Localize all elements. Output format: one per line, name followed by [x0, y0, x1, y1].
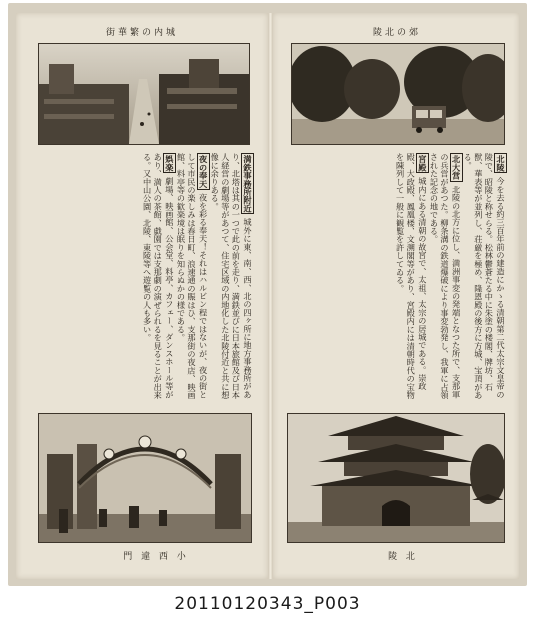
city-street-photo: [38, 43, 250, 145]
section-body: 城内にある清朝の故宮で、太祖、太宗の居城である。崇政殿、大政殿、鳳凰楼、文溯閣等があり、宮殿内には清朝時代の宝物を陳列して一般に観覧を許してゐる。: [395, 153, 428, 399]
gate-arch-photo: [38, 413, 252, 543]
right-page-text: [285, 153, 507, 403]
archive-id-label: 20110120343_P003: [174, 594, 361, 614]
section-heading: 夜の奉天: [198, 155, 209, 188]
section-heading: 宮殿: [417, 155, 428, 172]
section-heading: 満鉄事務所附近: [243, 155, 253, 213]
section-body: 夜を彩る奉天！それはハルビン程ではないが、夜の街として市民の楽しみは春日町、浪速通の賑はひ、支那街の夜店、映画館、料亭等の歓楽境は眠りを知らぬかの様である。: [176, 153, 209, 399]
right-top-photo-caption: 陵北の郊: [372, 28, 421, 38]
right-bottom-photo-caption: 陵 北: [388, 552, 418, 562]
left-top-photo-caption: 街華繁の内城: [105, 28, 178, 38]
booklet-scan: [8, 3, 527, 586]
right-page: [273, 13, 519, 579]
section-heading: 北陵: [496, 155, 506, 172]
left-bottom-photo-caption: 門 違 西 小: [123, 552, 189, 562]
north-tomb-road-photo: [291, 43, 505, 145]
section-body: 北陵の北方に位し、満洲事変の発端となつた所で、支那軍の兵営があつた。柳条溝の鉄道爆破により事変勃発し、我軍に占領された記念の地である。: [429, 153, 462, 399]
section-body: 劇場、映画館、公会堂、料亭、カフェー、ダンスホール等があり、満人の茶館、戯園では支那劇の演ぜられるを見ることが出来る。又中山公園、北陵、東陵等へ遊覧の人も多い。: [142, 153, 175, 399]
left-page-text: [30, 153, 254, 403]
north-tomb-tower-photo: [287, 413, 505, 543]
section-body: 城外に東、南、西、北の四ヶ所に地方事務所があり、北塔は其の一つで此の前を走り、満鉄並びに日本旅館及び日本人経営の劇場等があつて、住宅区域の内地化した北陵付近と共に想像に余りある。: [210, 153, 253, 399]
section-heading: 娯楽: [164, 155, 175, 172]
section-heading: 北大営: [451, 155, 462, 180]
left-page: [16, 13, 268, 579]
section-body: 今を去る約三百年前の建造にかゝる清朝第二代太宗文皇帝の陵で、昭陵と称せらる。松林鬱蒼たる中に朱塗の楼閣、牌坊、石獣、華表等が並列し、荘厳を極め、隆恩殿の後方に方城、宝頂がある。: [463, 153, 506, 399]
